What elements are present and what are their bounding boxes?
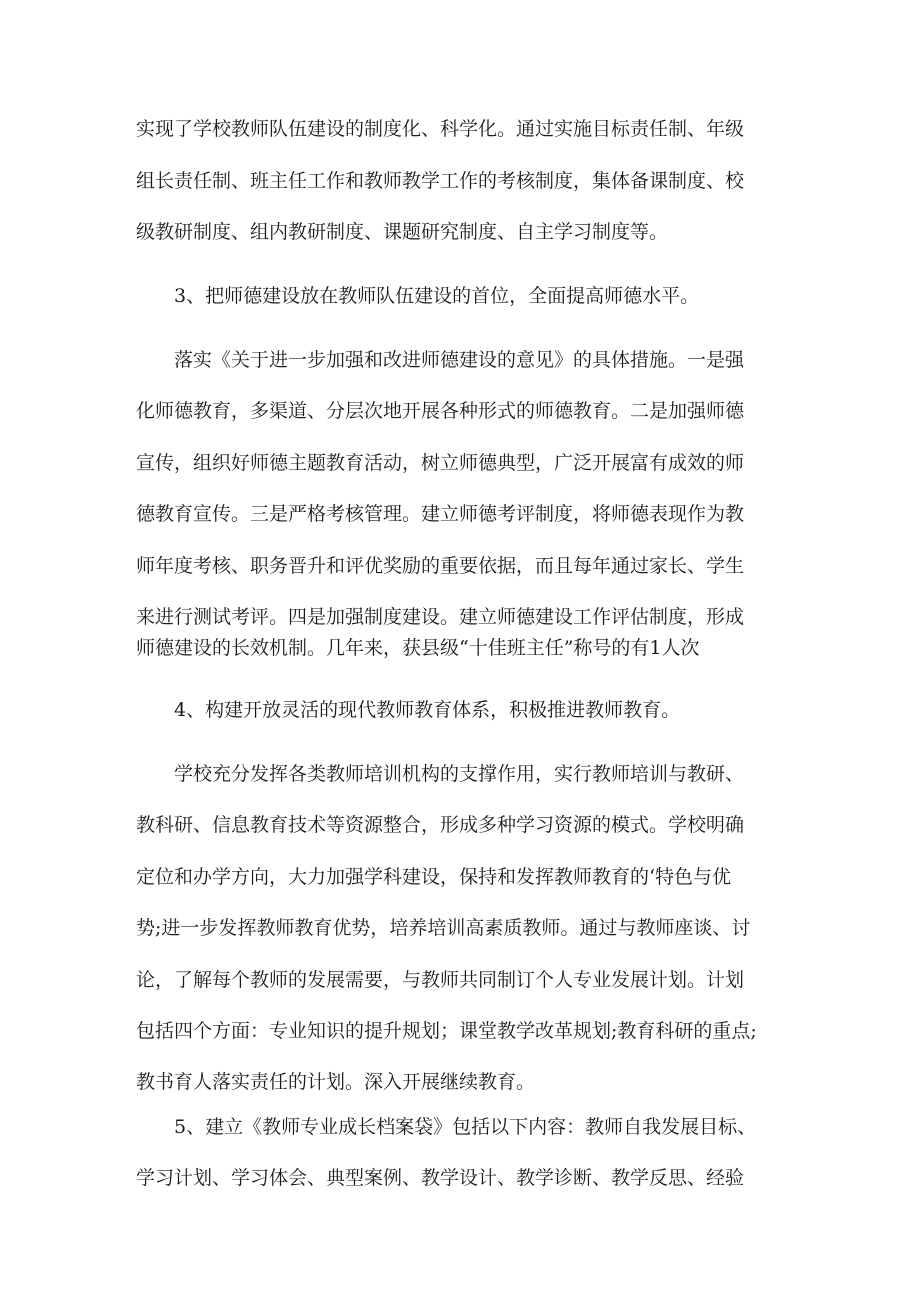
paragraph-2-line-1: 落实《关于进一步加强和改进师德建设的意见》的具体措施。一是强: [174, 349, 745, 371]
paragraph-3-line-2: 教科研、信息教育技术等资源整合，形成多种学习资源的模式。学校明确: [136, 814, 745, 836]
paragraph-2-line-5: 师年度考核、职务晋升和评优奖励的重要依据，而且每年通过家长、学生: [136, 555, 745, 577]
paragraph-2-line-4: 德教育宣传。三是严格考核管理。建立师德考评制度，将师德表现作为教: [136, 503, 745, 525]
paragraph-4-line-1: 5、建立《教师专业成长档案袋》包括以下内容：教师自我发展目标、: [174, 1116, 757, 1138]
paragraph-3-line-3: 定位和办学方向，大力加强学科建设，保持和发挥教师教育的‘特色与优: [136, 866, 732, 888]
paragraph-3-line-4: 势;进一步发挥教师教育优势，培养培训高素质教师。通过与教师座谈、讨: [136, 917, 751, 939]
paragraph-1-line-3: 级教研制度、组内教研制度、课题研究制度、自主学习制度等。: [136, 221, 669, 243]
paragraph-1-line-2: 组长责任制、班主任工作和教师教学工作的考核制度，集体备课制度、校: [136, 170, 745, 192]
paragraph-1-line-1: 实现了学校教师队伍建设的制度化、科学化。通过实施目标责任制、年级: [136, 118, 745, 140]
paragraph-4-line-2: 学习计划、学习体会、典型案例、教学设计、教学诊断、教学反思、经验: [136, 1167, 745, 1189]
section-heading-3: 3、把师德建设放在教师队伍建设的首位，全面提高师德水平。: [174, 285, 700, 307]
paragraph-2-line-7: 师德建设的长效机制。几年来，获县级“十佳班主任”称号的有1人次: [136, 637, 700, 659]
paragraph-3-line-5: 论，了解每个教师的发展需要，与教师共同制订个人专业发展计划。计划: [136, 969, 745, 991]
paragraph-3-line-6: 包括四个方面：专业知识的提升规划；课堂教学改革规划;教育科研的重点;: [136, 1020, 757, 1042]
paragraph-3-line-7: 教书育人落实责任的计划。深入开展继续教育。: [136, 1071, 536, 1093]
paragraph-2-line-3: 宣传，组织好师德主题教育活动，树立师德典型，广泛开展富有成效的师: [136, 452, 745, 474]
paragraph-2-line-2: 化师德教育，多渠道、分层次地开展各种形式的师德教育。二是加强师德: [136, 400, 745, 422]
paragraph-2-line-6: 来进行测试考评。四是加强制度建设。建立师德建设工作评估制度，形成: [136, 606, 745, 628]
section-heading-4: 4、构建开放灵活的现代教师教育体系，积极推进教师教育。: [174, 699, 681, 721]
paragraph-3-line-1: 学校充分发挥各类教师培训机构的支撑作用，实行教师培训与教研、: [174, 763, 745, 785]
